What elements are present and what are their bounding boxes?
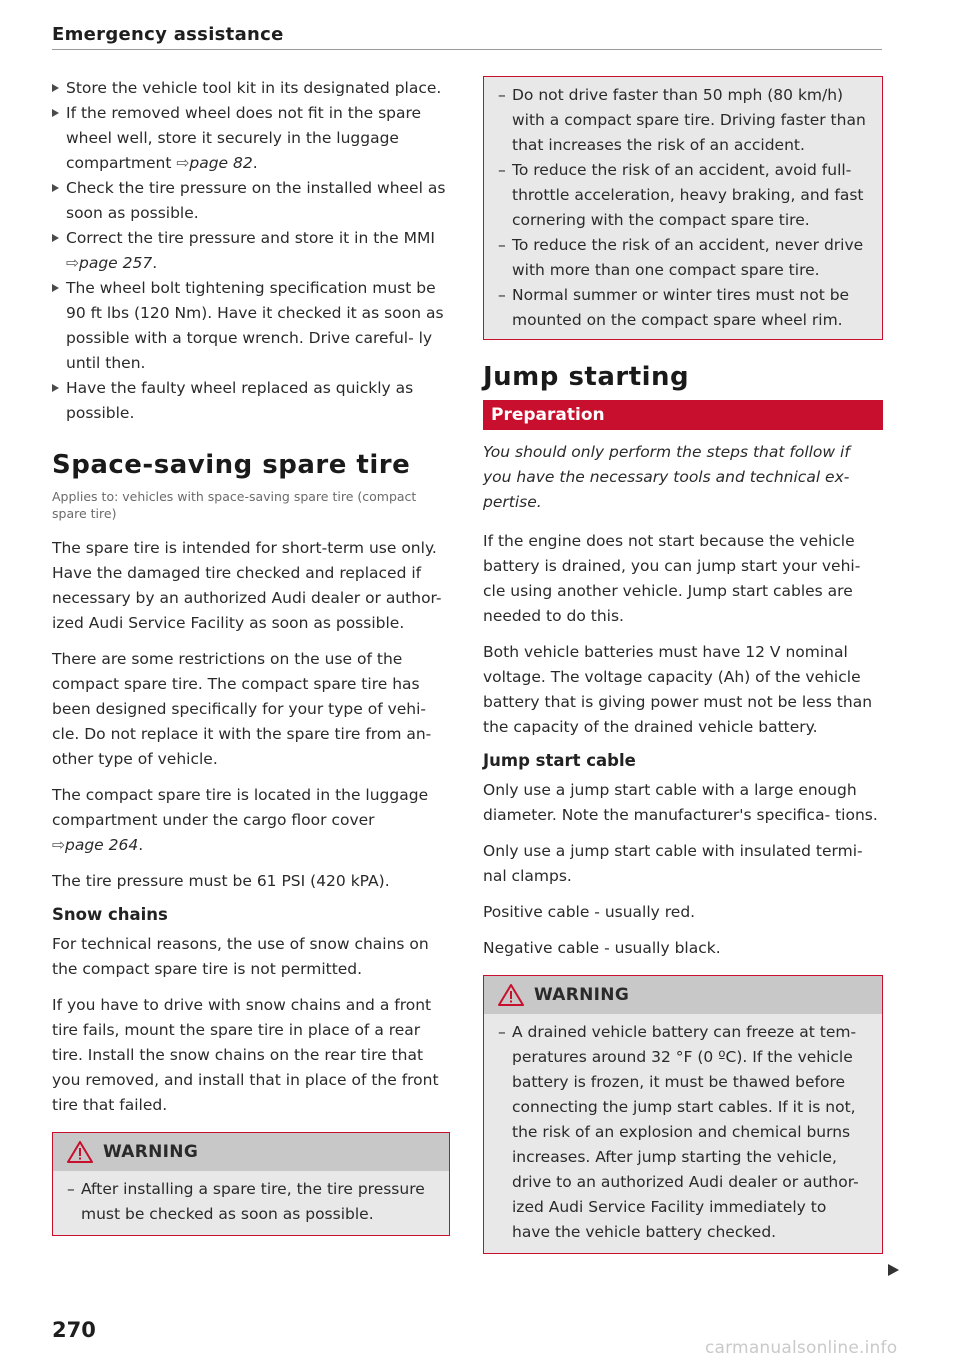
paragraph: Only use a jump start cable with insulated termi- nal clamps.	[483, 842, 863, 885]
warning-body	[484, 1014, 882, 1253]
applies-to-note: Applies to: vehicles with space-saving spare tire (compact spare tire)	[52, 489, 417, 521]
paragraph: Only use a jump start cable with a large enough diameter. Note the manufacturer's specifica- tions.	[483, 781, 878, 824]
arrow-right-icon: ⇨	[176, 154, 190, 172]
caution-item: – To reduce the risk of an accident, avoid full- throttle acceleration, heavy braking, and fast cornering with the compact spare tire.	[498, 158, 868, 233]
section-title-jump-starting: Jump starting	[483, 362, 690, 392]
warning-header	[53, 1133, 449, 1171]
page-header	[52, 24, 882, 50]
caution-item: – Do not drive faster than 50 mph (80 km/h) with a compact spare tire. Driving faster than that increases the risk of an accident.	[498, 83, 868, 158]
paragraph: Both vehicle batteries must have 12 V nominal voltage. The voltage capacity (Ah) of the vehicle battery that is giving power must not be less than the capacity of the drained vehicle battery.	[483, 643, 873, 736]
left-column	[52, 76, 450, 1236]
warning-box	[483, 975, 883, 1254]
warning-body	[53, 1171, 449, 1235]
paragraph: The spare tire is intended for short-term use only. Have the damaged tire checked and replaced if necessary by an authorized Audi dealer or author- ized Audi Service Facility as soon as possible.	[52, 539, 442, 632]
warning-header	[484, 976, 882, 1014]
paragraph: For technical reasons, the use of snow chains on the compact spare tire is not permitted.	[52, 935, 429, 978]
page-ref-link[interactable]: page 257	[79, 254, 153, 272]
warning-triangle-icon	[67, 1141, 93, 1163]
intro-lead: You should only perform the steps that follow if you have the necessary tools and technical ex- pertise.	[483, 443, 850, 511]
bullet-item: If the removed wheel does not fit in the spare wheel well, store it securely in the luggage compartment ⇨page 82.	[52, 101, 450, 176]
right-column	[483, 76, 883, 1254]
page-number: 270	[52, 1318, 96, 1342]
caution-item: – To reduce the risk of an accident, never drive with more than one compact spare tire.	[498, 233, 868, 283]
caution-item: – Normal summer or winter tires must not be mounted on the compact spare wheel rim.	[498, 283, 868, 333]
warning-title: WARNING	[534, 985, 630, 1005]
warning-triangle-icon	[498, 984, 524, 1006]
watermark: carmanualsonline.info	[705, 1338, 898, 1358]
bullet-item: Store the vehicle tool kit in its designated place.	[52, 76, 450, 101]
warning-item: – After installing a spare tire, the tire pressure must be checked as soon as possible.	[67, 1177, 435, 1227]
bullet-item: Have the faulty wheel replaced as quickly as possible.	[52, 376, 450, 426]
paragraph: If you have to drive with snow chains and a front tire fails, mount the spare tire in place of a rear tire. Install the snow chains on the rear tire that you removed, and install that in place of the front tire that failed.	[52, 996, 439, 1114]
bullet-item: The wheel bolt tightening specification must be 90 ft lbs (120 Nm). Have it checked it as soon as possible with a torque wrench. Drive careful- ly until then.	[52, 276, 450, 376]
paragraph: There are some restrictions on the use of the compact spare tire. The compact spare tire has been designed specifically for your type of vehi- cle. Do not replace it with the spare tire from an- other type of vehicle.	[52, 650, 432, 768]
arrow-right-icon: ⇨	[52, 836, 65, 854]
continue-triangle-icon	[888, 1264, 899, 1276]
paragraph: The tire pressure must be 61 PSI (420 kPA).	[52, 872, 390, 890]
spare-tire-caution-box	[483, 76, 883, 340]
warning-item: – A drained vehicle battery can freeze at tem- peratures around 32 °F (0 ºC). If the vehicle battery is frozen, it must be thawed before connecting the jump start cables. If it is not, the risk of an explosion and chemical burns increases. After jump starting the vehicle, drive to an authorized Audi dealer or author- ized Audi Service Facility immediately to have the vehicle battery checked.	[498, 1020, 868, 1245]
bullet-item: Check the tire pressure on the installed wheel as soon as possible.	[52, 176, 450, 226]
section-title-spare-tire: Space-saving spare tire	[52, 450, 411, 480]
arrow-right-icon: ⇨	[66, 254, 79, 272]
warning-title: WARNING	[103, 1142, 199, 1162]
paragraph: If the engine does not start because the vehicle battery is drained, you can jump start your vehi- cle using another vehicle. Jump start cables are needed to do this.	[483, 532, 861, 625]
warning-box	[52, 1132, 450, 1236]
header-title: Emergency assistance	[52, 24, 284, 45]
subheading-snow-chains: Snow chains	[52, 905, 168, 924]
paragraph: Positive cable - usually red.	[483, 903, 696, 921]
subheading-jump-start-cable: Jump start cable	[483, 751, 636, 770]
paragraph: The compact spare tire is located in the luggage compartment under the cargo floor cover ⇨page 264.	[52, 786, 429, 854]
step-bullet-list	[52, 76, 450, 426]
subsection-bar-preparation: Preparation	[483, 400, 883, 430]
page-ref-link[interactable]: page 264	[65, 836, 139, 854]
paragraph: Negative cable - usually black.	[483, 939, 721, 957]
bullet-item: Correct the tire pressure and store it in the MMI ⇨page 257.	[52, 226, 450, 276]
page-ref-link[interactable]: page 82	[189, 154, 253, 172]
